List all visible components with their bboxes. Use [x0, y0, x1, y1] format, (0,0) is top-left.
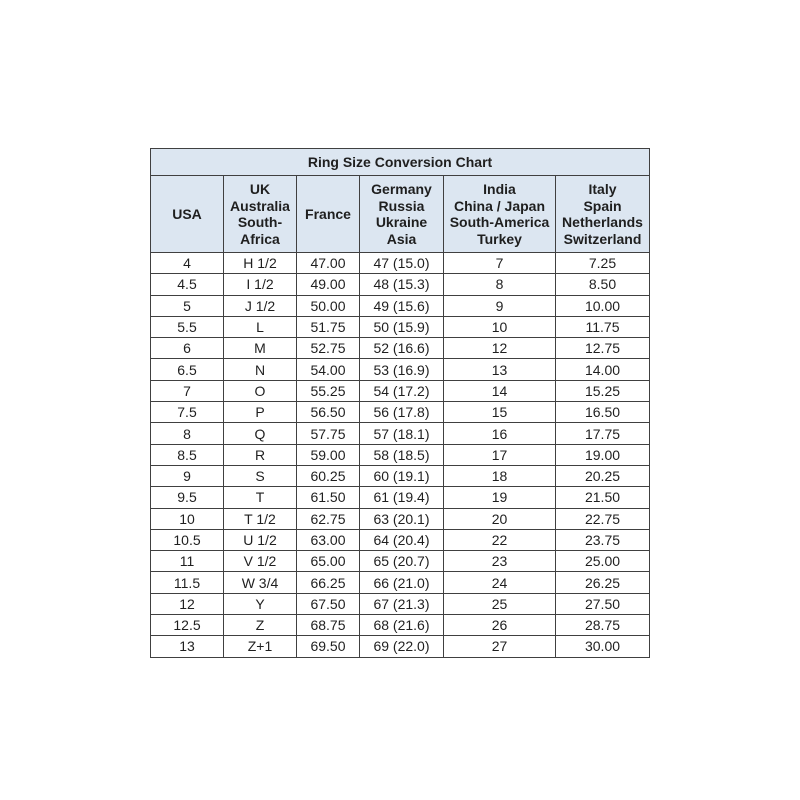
table-cell: 66.25	[297, 572, 360, 593]
table-cell: 4	[151, 253, 224, 274]
table-cell: 51.75	[297, 316, 360, 337]
table-cell: 49 (15.6)	[360, 295, 444, 316]
table-cell: 12	[444, 338, 556, 359]
table-cell: 30.00	[556, 636, 650, 657]
table-cell: 18	[444, 465, 556, 486]
table-cell: J 1/2	[224, 295, 297, 316]
table-row	[151, 402, 650, 423]
table-cell: Z	[224, 615, 297, 636]
column-header	[151, 176, 224, 253]
table-cell: U 1/2	[224, 529, 297, 550]
table-row	[151, 274, 650, 295]
table-row	[151, 529, 650, 550]
table-cell: I 1/2	[224, 274, 297, 295]
table-cell: W 3/4	[224, 572, 297, 593]
table-row	[151, 380, 650, 401]
table-cell: 27	[444, 636, 556, 657]
table-cell: 10.5	[151, 529, 224, 550]
column-header-line: South-America	[449, 214, 550, 230]
table-cell: T	[224, 487, 297, 508]
table-cell: 53 (16.9)	[360, 359, 444, 380]
column-header-line: Ukraine	[375, 214, 428, 230]
table-cell: 5	[151, 295, 224, 316]
table-cell: 49.00	[297, 274, 360, 295]
table-cell: 57 (18.1)	[360, 423, 444, 444]
table-cell: 16.50	[556, 402, 650, 423]
table-cell: 57.75	[297, 423, 360, 444]
column-header-line: South-	[237, 214, 283, 230]
table-cell: 11	[151, 551, 224, 572]
table-cell: 48 (15.3)	[360, 274, 444, 295]
table-cell: 22	[444, 529, 556, 550]
column-header-line: Spain	[583, 197, 622, 214]
table-row	[151, 593, 650, 614]
table-cell: 17	[444, 444, 556, 465]
column-header-line: Netherlands	[562, 214, 643, 230]
table-cell: O	[224, 380, 297, 401]
table-cell: 65 (20.7)	[360, 551, 444, 572]
table-cell: 17.75	[556, 423, 650, 444]
table-cell: 12.5	[151, 615, 224, 636]
column-header-line: France	[305, 205, 351, 222]
table-row	[151, 551, 650, 572]
title-row	[151, 149, 650, 176]
table-cell: 19	[444, 487, 556, 508]
table-cell: 20.25	[556, 465, 650, 486]
table-cell: 54.00	[297, 359, 360, 380]
table-cell: 25	[444, 593, 556, 614]
table-cell: 12.75	[556, 338, 650, 359]
header-row	[151, 176, 650, 253]
table-cell: 52 (16.6)	[360, 338, 444, 359]
column-header-line: Russia	[378, 197, 425, 214]
table-cell: 11.75	[556, 316, 650, 337]
column-header	[297, 176, 360, 253]
table-cell: P	[224, 402, 297, 423]
table-title: Ring Size Conversion Chart	[151, 149, 650, 176]
table-cell: 10	[151, 508, 224, 529]
table-cell: L	[224, 316, 297, 337]
column-header-line: China / Japan	[453, 197, 546, 214]
table-row	[151, 253, 650, 274]
table-cell: 21.50	[556, 487, 650, 508]
table-row	[151, 572, 650, 593]
column-header-line: UK	[249, 181, 271, 197]
table-row	[151, 487, 650, 508]
column-header-line: Germany	[371, 181, 432, 197]
table-cell: N	[224, 359, 297, 380]
table-cell: 8	[151, 423, 224, 444]
table-cell: 55.25	[297, 380, 360, 401]
table-cell: 69.50	[297, 636, 360, 657]
table-cell: 66 (21.0)	[360, 572, 444, 593]
table-cell: 68 (21.6)	[360, 615, 444, 636]
table-row	[151, 508, 650, 529]
table-cell: 7.25	[556, 253, 650, 274]
table-cell: 47 (15.0)	[360, 253, 444, 274]
table-cell: 9	[151, 465, 224, 486]
table-cell: 58 (18.5)	[360, 444, 444, 465]
table-cell: 64 (20.4)	[360, 529, 444, 550]
table-row	[151, 359, 650, 380]
table-cell: 26.25	[556, 572, 650, 593]
table-cell: 63.00	[297, 529, 360, 550]
table-cell: 10.00	[556, 295, 650, 316]
column-header-line: Turkey	[477, 230, 522, 247]
table-cell: 7.5	[151, 402, 224, 423]
table-cell: 20	[444, 508, 556, 529]
table-cell: 22.75	[556, 508, 650, 529]
table-cell: M	[224, 338, 297, 359]
table-cell: Z+1	[224, 636, 297, 657]
table-row	[151, 465, 650, 486]
table-row	[151, 338, 650, 359]
table-cell: 6.5	[151, 359, 224, 380]
table-row	[151, 316, 650, 337]
ring-size-conversion-table	[150, 148, 650, 658]
table-cell: 9.5	[151, 487, 224, 508]
table-cell: 60.25	[297, 465, 360, 486]
column-header-line: Asia	[386, 230, 417, 247]
table-cell: 16	[444, 423, 556, 444]
table-cell: V 1/2	[224, 551, 297, 572]
column-header-line: Italy	[588, 181, 617, 197]
table-cell: 8.50	[556, 274, 650, 295]
table-cell: 26	[444, 615, 556, 636]
table-cell: 24	[444, 572, 556, 593]
table-cell: 6	[151, 338, 224, 359]
table-cell: 67 (21.3)	[360, 593, 444, 614]
table-cell: 52.75	[297, 338, 360, 359]
table-cell: 7	[444, 253, 556, 274]
table-cell: 14.00	[556, 359, 650, 380]
table-cell: 13	[151, 636, 224, 657]
table-cell: 62.75	[297, 508, 360, 529]
table-cell: 12	[151, 593, 224, 614]
table-row	[151, 444, 650, 465]
table-cell: 11.5	[151, 572, 224, 593]
table-cell: 15.25	[556, 380, 650, 401]
table-cell: 56 (17.8)	[360, 402, 444, 423]
table-cell: 5.5	[151, 316, 224, 337]
table-cell: 67.50	[297, 593, 360, 614]
table-cell: 27.50	[556, 593, 650, 614]
table-cell: 25.00	[556, 551, 650, 572]
table-cell: 59.00	[297, 444, 360, 465]
table-cell: 47.00	[297, 253, 360, 274]
table-cell: 10	[444, 316, 556, 337]
column-header-line: Australia	[230, 197, 290, 214]
table-row	[151, 295, 650, 316]
table-cell: 7	[151, 380, 224, 401]
column-header-line: India	[483, 181, 516, 197]
table-cell: 23.75	[556, 529, 650, 550]
column-header	[444, 176, 556, 253]
table-cell: S	[224, 465, 297, 486]
table-cell: 69 (22.0)	[360, 636, 444, 657]
column-header	[224, 176, 297, 253]
table-cell: 14	[444, 380, 556, 401]
table-cell: 65.00	[297, 551, 360, 572]
table-cell: 68.75	[297, 615, 360, 636]
table-cell: Q	[224, 423, 297, 444]
table-cell: T 1/2	[224, 508, 297, 529]
table-cell: 60 (19.1)	[360, 465, 444, 486]
table-cell: Y	[224, 593, 297, 614]
column-header	[556, 176, 650, 253]
column-header-line: USA	[172, 205, 202, 222]
table-cell: 19.00	[556, 444, 650, 465]
table-cell: 50.00	[297, 295, 360, 316]
table-cell: 54 (17.2)	[360, 380, 444, 401]
table-cell: 61.50	[297, 487, 360, 508]
table-row	[151, 636, 650, 657]
table-cell: 8.5	[151, 444, 224, 465]
table-cell: 13	[444, 359, 556, 380]
table-cell: 28.75	[556, 615, 650, 636]
column-header-line: Switzerland	[563, 230, 642, 247]
column-header-line: Africa	[240, 230, 280, 247]
table-body	[151, 253, 650, 658]
table-cell: 9	[444, 295, 556, 316]
table-cell: 4.5	[151, 274, 224, 295]
table-cell: 56.50	[297, 402, 360, 423]
table-cell: H 1/2	[224, 253, 297, 274]
table-cell: 63 (20.1)	[360, 508, 444, 529]
table-cell: 8	[444, 274, 556, 295]
table-row	[151, 615, 650, 636]
table-cell: 15	[444, 402, 556, 423]
table-cell: R	[224, 444, 297, 465]
table-cell: 61 (19.4)	[360, 487, 444, 508]
table-cell: 50 (15.9)	[360, 316, 444, 337]
table-row	[151, 423, 650, 444]
table-cell: 23	[444, 551, 556, 572]
column-header	[360, 176, 444, 253]
